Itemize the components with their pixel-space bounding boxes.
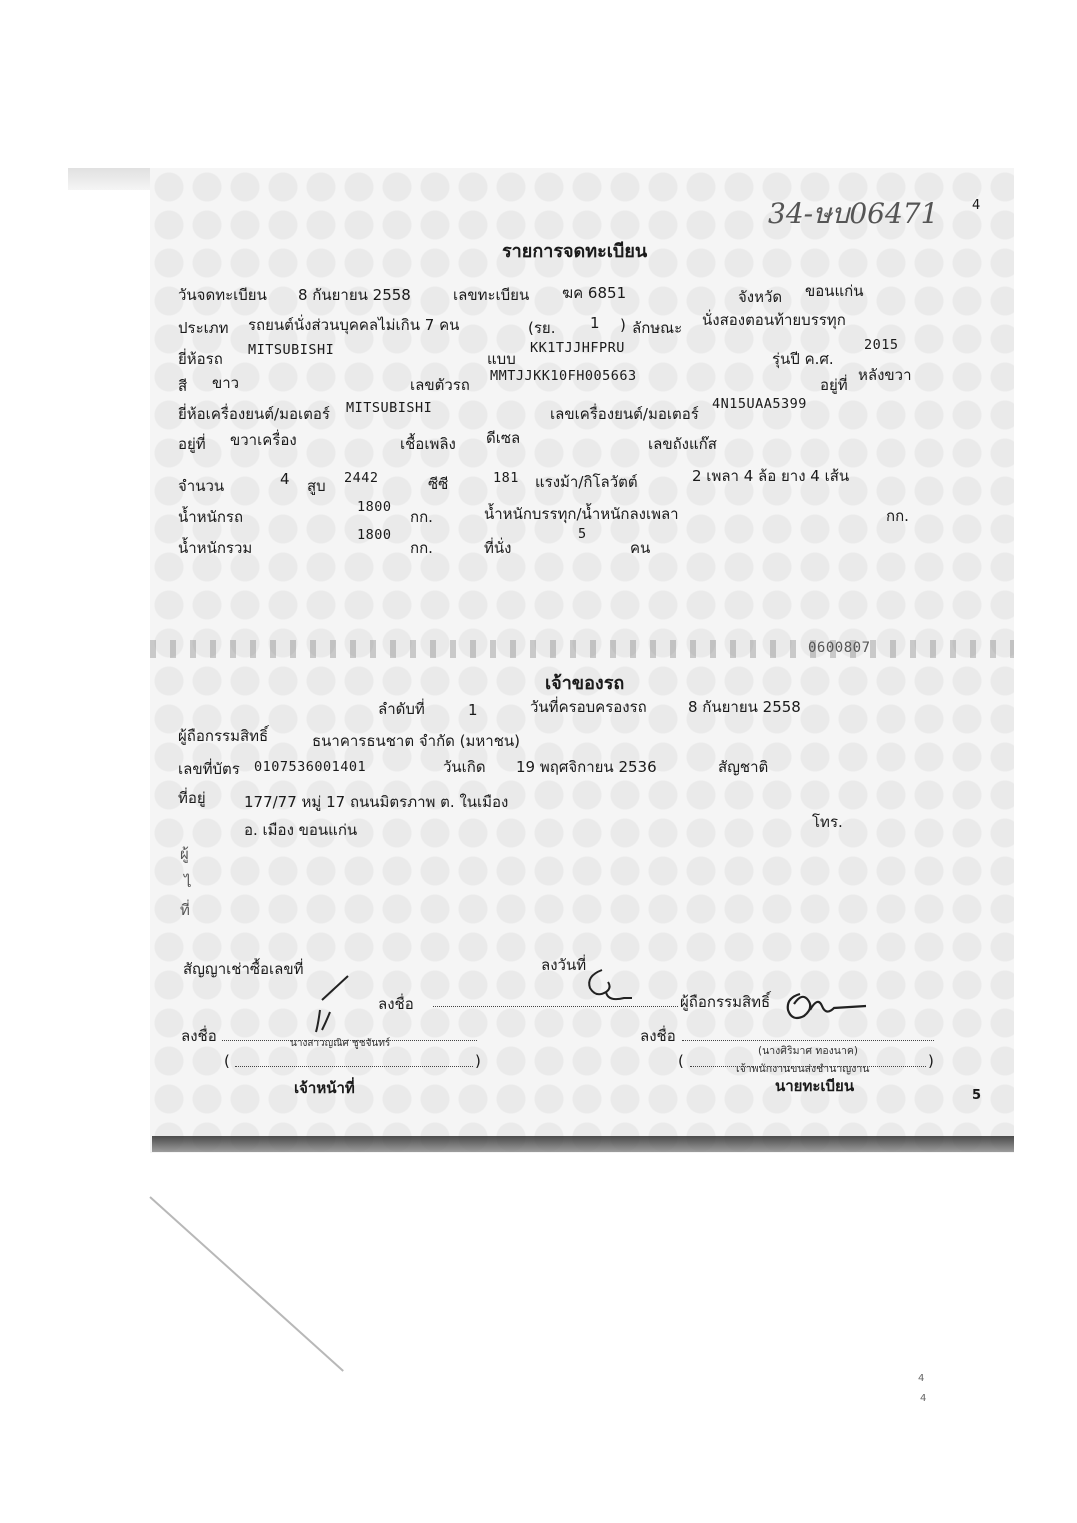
- registrar-title: นายทะเบียน: [775, 1077, 855, 1095]
- registrar-position: เจ้าพนักงานขนส่งชำนาญงาน: [736, 1063, 870, 1075]
- cylinder-label: สูบ: [307, 477, 326, 495]
- page-number-top: 4: [972, 198, 981, 213]
- gross-weight-unit: กก.: [410, 539, 433, 557]
- registrar-open-paren: (: [678, 1052, 684, 1070]
- officer-title: เจ้าหน้าที่: [294, 1079, 355, 1097]
- cylinder-count: 4: [280, 470, 290, 488]
- province-label: จังหวัด: [738, 288, 783, 306]
- axles-wheels-tires: 2 เพลา 4 ล้อ ยาง 4 เส้น: [692, 467, 850, 485]
- address-label: ที่อยู่: [178, 789, 206, 807]
- engine-location-label: อยู่ที่: [178, 435, 206, 453]
- color: ขาว: [212, 374, 240, 392]
- owner-title: เจ้าของรถ: [545, 673, 625, 694]
- weight-unit: กก.: [410, 508, 433, 526]
- load-unit: กก.: [886, 507, 909, 525]
- reg-no: ฆค 6851: [562, 284, 627, 302]
- registrar-name: (นางศิริมาศ ทองนาค): [758, 1045, 858, 1057]
- engine-location: ขวาเครื่อง: [230, 431, 297, 449]
- engine-number: 4N15UAA5399: [712, 396, 807, 412]
- model-year: 2015: [864, 337, 899, 353]
- load-label: น้ำหนักบรรทุก/น้ำหนักลงเพลา: [484, 505, 679, 523]
- chassis-location-label: อยู่ที่: [820, 376, 848, 394]
- holder-sign-role: ผู้ถือกรรมสิทธิ์: [680, 993, 771, 1011]
- registrar-close-paren: ): [928, 1052, 934, 1070]
- seats-label: ที่นั่ง: [484, 539, 512, 557]
- possession-date: 8 กันยายน 2558: [688, 698, 801, 716]
- chassis-location: หลังขวา: [858, 366, 912, 384]
- date-of-birth: 19 พฤศจิกายน 2536: [516, 758, 657, 776]
- id-label: เลขที่บัตร: [178, 760, 240, 778]
- ry-value: 1: [590, 314, 600, 332]
- holder-signature: [584, 962, 634, 1010]
- model-label: แบบ: [487, 350, 516, 368]
- divider-text: 0600807: [808, 640, 871, 656]
- vehicle-type: รถยนต์นั่งส่วนบุคคลไม่เกิน 7 คน: [248, 316, 460, 334]
- holder-sign-label: ลงชื่อ: [378, 995, 414, 1013]
- seats-unit: คน: [630, 539, 651, 557]
- gross-weight: 1800: [357, 527, 392, 543]
- paper-fold-line: [149, 1196, 344, 1371]
- officer-sign-label: ลงชื่อ: [181, 1027, 217, 1045]
- gross-weight-label: น้ำหนักรวม: [178, 539, 253, 557]
- side-mark-2: ไ: [184, 873, 192, 891]
- reg-no-label: เลขทะเบียน: [453, 286, 530, 304]
- registrar-sign-label: ลงชื่อ: [640, 1027, 676, 1045]
- side-mark-3: ที่: [180, 901, 190, 919]
- color-label: สี: [178, 377, 188, 395]
- nationality-label: สัญชาติ: [718, 758, 769, 776]
- reg-date-label: วันจดทะเบียน: [178, 286, 267, 304]
- year-label: รุ่นปี ค.ศ.: [772, 350, 834, 368]
- order-number: 1: [468, 701, 478, 719]
- holder-name: ธนาคารธนชาต จำกัด (มหาชน): [312, 732, 521, 750]
- count-label: จำนวน: [178, 477, 225, 495]
- model: KK1TJJHFPRU: [530, 340, 625, 356]
- ry-label: (รย.: [528, 319, 556, 337]
- address-line-2: อ. เมือง ขอนแก่น: [244, 821, 358, 839]
- scan-shadow-strip: [68, 168, 154, 190]
- engine-cc: 2442: [344, 470, 379, 486]
- vehicle-style: นั่งสองตอนท้ายบรรทุก: [702, 311, 846, 329]
- horsepower-label: แรงม้า/กิโลวัตต์: [535, 473, 638, 491]
- section-divider: [150, 640, 1014, 658]
- officer-close-paren: ): [475, 1052, 481, 1070]
- scan-mark-2: 4: [920, 1393, 927, 1404]
- officer-name-stamp: นางสาวญณิศ ชูชจันทร์: [290, 1038, 391, 1049]
- horsepower: 181: [493, 470, 519, 486]
- engine-number-label: เลขเครื่องยนต์/มอเตอร์: [550, 405, 699, 423]
- dob-label: วันเกิด: [443, 758, 486, 776]
- contract-date-label: ลงวันที่: [541, 956, 587, 974]
- gas-tank-label: เลขถังแก๊ส: [648, 435, 717, 453]
- officer-open-paren: (: [224, 1052, 230, 1070]
- officer-name-line: [235, 1066, 473, 1067]
- id-number: 0107536001401: [254, 759, 367, 775]
- reg-date: 8 กันยายน 2558: [298, 286, 411, 304]
- holder-label: ผู้ถือกรรมสิทธิ์: [178, 727, 269, 745]
- address-line-1: 177/77 หมู่ 17 ถนนมิตรภาพ ต. ในเมือง: [244, 793, 509, 811]
- weight-label: น้ำหนักรถ: [178, 508, 244, 526]
- order-label: ลำดับที่: [378, 700, 425, 718]
- chassis-number: MMTJJKK10FH005663: [490, 368, 637, 384]
- handwritten-number: 34-ษบ06471: [768, 197, 939, 230]
- officer-signature: [300, 970, 360, 1040]
- cc-label: ซีซี: [428, 475, 449, 493]
- side-mark-1: ผู้: [180, 845, 189, 863]
- scan-mark-1: 4: [918, 1373, 925, 1384]
- hire-purchase-label: สัญญาเช่าซื้อเลขที่: [183, 960, 304, 978]
- holder-sign-line: [433, 1006, 678, 1007]
- ry-close: ): [620, 316, 626, 334]
- engine-brand-label: ยี่ห้อเครื่องยนต์/มอเตอร์: [178, 405, 330, 423]
- fuel-label: เชื้อเพลิง: [400, 435, 456, 453]
- possession-date-label: วันที่ครอบครองรถ: [530, 698, 647, 716]
- registrar-sign-line: [682, 1040, 934, 1041]
- seats: 5: [578, 526, 587, 542]
- fuel: ดีเซล: [486, 429, 521, 447]
- type-label: ประเภท: [178, 319, 229, 337]
- brand-label: ยี่ห้อรถ: [178, 350, 223, 368]
- registration-title: รายการจดทะเบียน: [502, 241, 648, 262]
- sheet-bottom-edge: [152, 1136, 1014, 1152]
- province: ขอนแก่น: [805, 282, 864, 300]
- style-label: ลักษณะ: [632, 319, 683, 337]
- page-number-bottom: 5: [972, 1088, 982, 1103]
- engine-brand: MITSUBISHI: [346, 400, 433, 416]
- brand: MITSUBISHI: [248, 342, 335, 358]
- chassis-label: เลขตัวรถ: [410, 376, 470, 394]
- vehicle-weight: 1800: [357, 499, 392, 515]
- phone-label: โทร.: [812, 813, 843, 831]
- registrar-signature: [780, 986, 870, 1028]
